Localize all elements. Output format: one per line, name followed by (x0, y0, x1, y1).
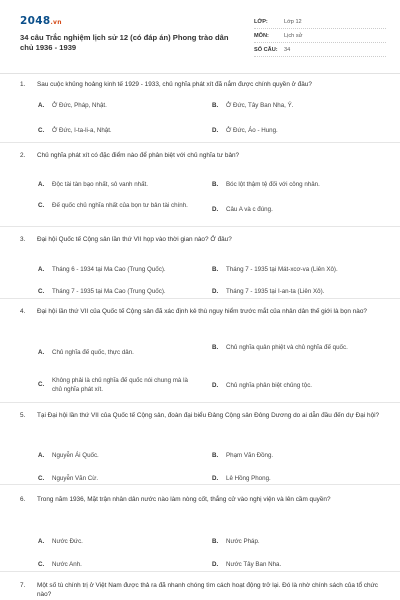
option-text: Đế quốc chủ nghĩa nhất của bọn tư bản tài chính. (52, 202, 188, 209)
logo-text: 2048 (20, 15, 51, 27)
question-text (20, 307, 382, 316)
question-text (20, 581, 382, 599)
option-b[interactable] (212, 181, 382, 190)
option-a[interactable] (38, 102, 208, 111)
option-letter: D. (212, 206, 219, 213)
option-letter: C. (38, 561, 45, 568)
option-text: Nước Đức. (52, 538, 83, 545)
option-text: Ở Đức, Pháp, Nhật. (52, 102, 107, 109)
option-a[interactable] (38, 181, 208, 190)
option-letter: D. (212, 127, 219, 134)
option-letter: A. (38, 452, 45, 459)
option-text: Độc tài tàn bạo nhất, sô vanh nhất. (52, 181, 148, 188)
option-d[interactable] (212, 561, 382, 570)
question-text (20, 495, 382, 504)
option-letter: B. (212, 102, 219, 109)
option-letter: B. (212, 266, 219, 273)
question-divider (0, 298, 400, 299)
question-divider (0, 402, 400, 403)
option-c[interactable] (38, 202, 193, 211)
option-d[interactable] (212, 475, 382, 484)
option-b[interactable] (212, 102, 382, 111)
meta-key: MÔN: (254, 32, 269, 39)
option-b[interactable] (212, 344, 367, 353)
question-body: Tại Đại hội lần thứ VII của Quốc tế Cộng sản, đoàn đại biểu Đảng Cộng sản Đông Dương do ai dẫn đầu đến dự Đại hội? (37, 412, 380, 419)
option-text: Chủ nghĩa quân phiệt và chủ nghĩa đế quốc. (226, 344, 348, 351)
option-text: Nguyễn Ái Quốc. (52, 452, 99, 459)
option-text: Chủ nghĩa phân biệt chủng tộc. (226, 382, 313, 389)
option-letter: B. (212, 344, 219, 351)
question-text (20, 151, 382, 160)
question-divider (0, 484, 400, 485)
question-number: 1. (20, 81, 26, 88)
option-text: Tháng 7 - 1935 tại Ma Cao (Trung Quốc). (52, 288, 166, 295)
question-divider (0, 226, 400, 227)
option-text: Nước Anh. (52, 561, 82, 568)
option-text: Bóc lột thậm tệ đối với công nhân. (226, 181, 320, 188)
option-text: Nước Tây Ban Nha. (226, 561, 282, 568)
question-number: 5. (20, 412, 26, 419)
question-number: 6. (20, 496, 26, 503)
option-letter: A. (38, 538, 45, 545)
option-letter: A. (38, 349, 45, 356)
question-body: Sau cuộc khủng hoảng kinh tế 1929 - 1933, chủ nghĩa phát xít đã nắm được chính quyền ở đâu? (37, 81, 312, 88)
question-5 (20, 411, 382, 482)
header-divider (0, 73, 400, 74)
option-d[interactable] (212, 127, 382, 136)
question-7 (20, 581, 382, 599)
meta-value: Lịch sử (284, 32, 303, 39)
meta-key: SỐ CÂU: (254, 46, 278, 53)
option-a[interactable] (38, 266, 208, 275)
question-2 (20, 151, 382, 213)
question-divider (0, 142, 400, 143)
option-letter: B. (212, 452, 219, 459)
question-divider (0, 571, 400, 572)
option-b[interactable] (212, 266, 397, 275)
question-text (20, 411, 382, 420)
meta-panel (254, 15, 386, 57)
option-c[interactable] (38, 377, 198, 394)
question-3 (20, 235, 382, 295)
option-text: Tháng 7 - 1935 tại Mát-xcơ-va (Liên Xô). (226, 266, 338, 273)
question-6 (20, 495, 382, 568)
option-text: Nguyễn Văn Cừ. (52, 475, 99, 482)
option-text: Ở Đức, Áo - Hung. (226, 127, 278, 134)
option-d[interactable] (212, 382, 382, 391)
logo-suffix: .vn (50, 19, 62, 26)
option-letter: C. (38, 127, 45, 134)
option-c[interactable] (38, 288, 208, 297)
option-letter: D. (212, 382, 219, 389)
option-text: Phạm Văn Đồng. (226, 452, 274, 459)
option-a[interactable] (38, 452, 208, 461)
option-a[interactable] (38, 349, 208, 358)
option-text: Câu A và c đúng. (226, 206, 273, 213)
option-b[interactable] (212, 452, 382, 461)
meta-value: 34 (284, 46, 291, 53)
question-body: Một số tù chính trị ở Việt Nam được thả ra đã nhanh chóng tìm cách hoạt động trở lại. Đó là nhờ chính sách của tổ chức nào? (37, 582, 379, 598)
option-letter: A. (38, 181, 45, 188)
option-letter: D. (212, 475, 219, 482)
option-text: Không phải là chủ nghĩa đế quốc nói chung mà là chủ nghĩa phát xít. (52, 377, 188, 393)
option-text: Lê Hồng Phong. (226, 475, 271, 482)
document-title: 34 câu Trắc nghiệm lịch sử 12 (có đáp án) Phong trào dân chủ 1936 - 1939 (20, 33, 229, 52)
option-text: Ở Đức, Tây Ban Nha, Ý. (226, 102, 294, 109)
option-letter: D. (212, 288, 219, 295)
option-c[interactable] (38, 127, 208, 136)
option-letter: D. (212, 561, 219, 568)
meta-row-count (254, 43, 386, 57)
question-text (20, 80, 382, 89)
option-b[interactable] (212, 538, 382, 547)
option-a[interactable] (38, 538, 208, 547)
question-number: 4. (20, 308, 26, 315)
option-c[interactable] (38, 561, 208, 570)
meta-row-class (254, 15, 386, 29)
option-letter: C. (38, 475, 45, 482)
option-text: Nước Pháp. (226, 538, 260, 545)
question-number: 7. (20, 582, 26, 589)
site-logo[interactable] (20, 15, 62, 27)
question-body: Đại hội lần thứ VII của Quốc tế Cộng sản đã xác định kẻ thù nguy hiểm trước mắt của nhân dân thế giới là bọn nào? (37, 308, 367, 315)
option-c[interactable] (38, 475, 208, 484)
option-letter: A. (38, 266, 45, 273)
option-letter: A. (38, 102, 45, 109)
option-text: Ở Đức, I-ta-li-a, Nhật. (52, 127, 112, 134)
meta-value: Lớp 12 (284, 18, 302, 25)
option-letter: B. (212, 538, 219, 545)
question-body: Trong năm 1936, Mặt trận nhân dân nước nào làm nòng cốt, thắng cử vào nghị viện và lên cầm quyền? (37, 496, 331, 503)
question-4 (20, 307, 382, 393)
option-d[interactable] (212, 206, 382, 215)
option-letter: C. (38, 202, 45, 209)
question-body: Đại hội Quốc tế Cộng sản lần thứ VII họp vào thời gian nào? Ở đâu? (37, 236, 232, 243)
question-1 (20, 80, 382, 134)
option-letter: C. (38, 381, 45, 389)
document-header (0, 0, 400, 74)
option-text: Chủ nghĩa đế quốc, thực dân. (52, 349, 134, 356)
option-d[interactable] (212, 288, 397, 297)
question-number: 3. (20, 236, 26, 243)
question-text (20, 235, 382, 244)
option-letter: C. (38, 288, 45, 295)
option-text: Tháng 6 - 1934 tại Ma Cao (Trung Quốc). (52, 266, 166, 273)
question-number: 2. (20, 152, 26, 159)
option-letter: B. (212, 181, 219, 188)
meta-key: LỚP: (254, 18, 268, 25)
meta-row-subject (254, 29, 386, 43)
question-body: Chủ nghĩa phát xít có đặc điểm nào để phân biệt với chủ nghĩa tư bản? (37, 152, 240, 159)
option-text: Tháng 7 - 1935 tại I-an-ta (Liên Xô). (226, 288, 325, 295)
